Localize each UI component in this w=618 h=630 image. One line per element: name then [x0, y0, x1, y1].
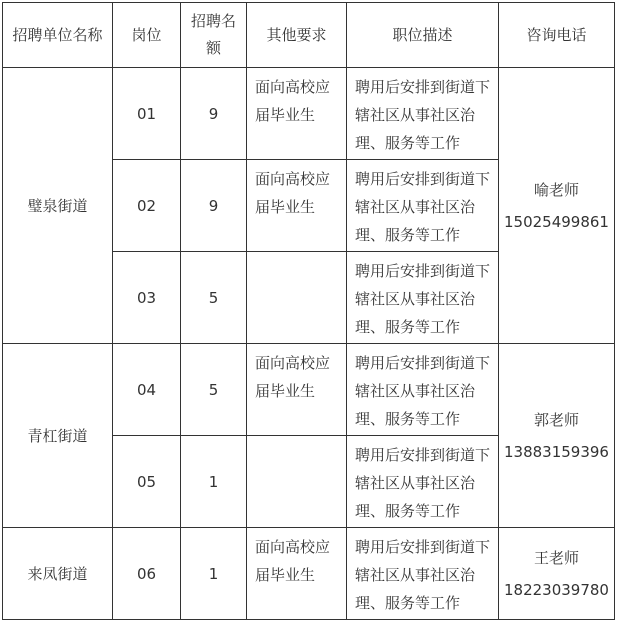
- contact-name: 喻老师: [533, 180, 579, 199]
- description-cell: 聘用后安排到街道下辖社区从事社区治理、服务等工作: [347, 436, 499, 528]
- requirement-cell: 面向高校应届毕业生: [247, 528, 347, 620]
- table-row: [3, 68, 615, 160]
- header-row: [3, 3, 615, 68]
- position-code: 05: [113, 436, 181, 528]
- contact-name: 王老师: [533, 548, 579, 567]
- contact-name: 郭老师: [533, 410, 579, 429]
- unit-cell: 璧泉街道: [3, 68, 113, 344]
- contact-cell: [499, 528, 615, 620]
- quota-cell: 1: [181, 528, 247, 620]
- unit-cell: 青杠街道: [3, 344, 113, 528]
- requirement-cell: 面向高校应届毕业生: [247, 160, 347, 252]
- contact-phone: 18223039780: [504, 580, 609, 599]
- contact-cell: [499, 68, 615, 344]
- unit-cell: 来凤街道: [3, 528, 113, 620]
- requirement-cell: 面向高校应届毕业生: [247, 344, 347, 436]
- quota-cell: 9: [181, 160, 247, 252]
- quota-cell: 5: [181, 252, 247, 344]
- table-row: [3, 344, 615, 436]
- quota-cell: 9: [181, 68, 247, 160]
- position-code: 04: [113, 344, 181, 436]
- header-unit: 招聘单位名称: [3, 3, 113, 68]
- quota-cell: 1: [181, 436, 247, 528]
- description-cell: 聘用后安排到街道下辖社区从事社区治理、服务等工作: [347, 344, 499, 436]
- requirement-cell: [247, 436, 347, 528]
- description-cell: 聘用后安排到街道下辖社区从事社区治理、服务等工作: [347, 68, 499, 160]
- description-cell: 聘用后安排到街道下辖社区从事社区治理、服务等工作: [347, 252, 499, 344]
- recruitment-table: [2, 2, 615, 620]
- header-quota: 招聘名额: [181, 3, 247, 68]
- header-position: 岗位: [113, 3, 181, 68]
- position-code: 06: [113, 528, 181, 620]
- description-cell: 聘用后安排到街道下辖社区从事社区治理、服务等工作: [347, 160, 499, 252]
- header-description: 职位描述: [347, 3, 499, 68]
- header-requirement: 其他要求: [247, 3, 347, 68]
- position-code: 03: [113, 252, 181, 344]
- contact-phone: 15025499861: [504, 212, 609, 231]
- position-code: 02: [113, 160, 181, 252]
- requirement-cell: 面向高校应届毕业生: [247, 68, 347, 160]
- quota-cell: 5: [181, 344, 247, 436]
- header-contact: 咨询电话: [499, 3, 615, 68]
- position-code: 01: [113, 68, 181, 160]
- requirement-cell: [247, 252, 347, 344]
- contact-phone: 13883159396: [504, 442, 609, 461]
- contact-cell: [499, 344, 615, 528]
- description-cell: 聘用后安排到街道下辖社区从事社区治理、服务等工作: [347, 528, 499, 620]
- table-row: [3, 528, 615, 620]
